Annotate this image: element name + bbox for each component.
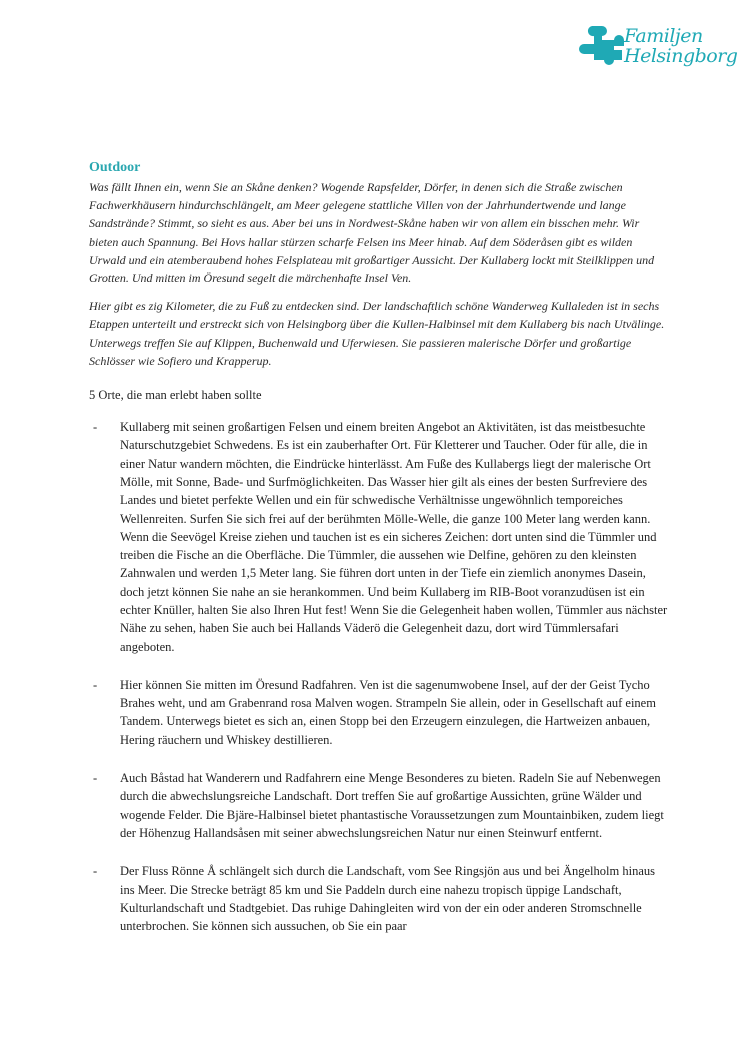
- list-item: [93, 862, 669, 935]
- section-heading: Outdoor: [89, 160, 141, 175]
- list-item-text: Der Fluss Rönne Å schlängelt sich durch die Landschaft, vom See Ringsjön aus und bei Ängelholm hinaus ins Meer. Die Strecke beträgt 85 km und Sie Paddeln durch eine nahezu tropisch üppige Landschaft, Kulturlandschaft und Stadtgebiet. Das ruhige Dahingleiten wird von der ein oder anderen Stromschnelle unterbrochen. Sie können sich aussuchen, ob Sie ein paar: [120, 864, 655, 934]
- logo-line-2: Helsingborg: [624, 45, 738, 67]
- list-item: [93, 676, 669, 749]
- intro-paragraph-1: Was fällt Ihnen ein, wenn Sie an Skåne denken? Wogende Rapsfelder, Dörfer, in denen sich die Straße zwischen Fachwerkhäusern hindurchschlängelt, am Meer gelegene stattliche Villen von der Jahrhundertwende und lange Sandstrände? Stimmt, so sieht es aus. Aber bei uns in Nordwest-Skåne haben wir von allem ein bisschen mehr. Wir bieten auch Spannung. Bei Hovs hallar stürzen scharfe Felsen ins Meer hinab. Auf dem Söderåsen gibt es wilden Urwald und ein atemberaubend hohes Felsplateau mit großartiger Aussicht. Der Kullaberg lockt mit Steilklippen und Grotten. Und mitten im Öresund segelt die märchenhafte Insel Ven.: [89, 180, 655, 286]
- list-bullet: -: [93, 864, 98, 879]
- list-item: [93, 418, 669, 656]
- list-bullet: -: [93, 420, 98, 435]
- logo-wordmark: [624, 26, 737, 66]
- list-item: [93, 769, 669, 842]
- list-heading: 5 Orte, die man erlebt haben sollte: [89, 388, 262, 403]
- list-item-text: Hier können Sie mitten im Öresund Radfahren. Ven ist die sagenumwobene Insel, auf der der Geist Tycho Brahes weht, und am Grabenrand rosa Malven wogen. Strampeln Sie allein, oder in Gesellschaft auf einem Tandem. Unterwegs bietet es sich an, einen Stopp bei den Erzeugern einzulegen, die Hartweizen anbauen, Hering räuchern und Whiskey destillieren.: [120, 677, 656, 747]
- intro-paragraph-2: Hier gibt es zig Kilometer, die zu Fuß zu entdecken sind. Der landschaftlich schöne Wanderweg Kullaleden ist in sechs Etappen unterteilt und erstreckt sich von Helsingborg über die Kullen-Halbinsel mit dem Kullaberg bis nach Utvälinge. Unterwegs treffen Sie auf Klippen, Buchenwald und Uferwiesen. Sie passieren malerische Dörfer und großartige Schlösser wie Sofiero und Krapperup.: [89, 299, 665, 368]
- puzzle-figure-icon: [578, 24, 626, 72]
- document-body: [89, 158, 669, 955]
- list-item-text: Auch Båstad hat Wanderern und Radfahrern eine Menge Besonderes zu bieten. Radeln Sie auf Nebenwegen durch die abwechslungsreiche Landschaft. Dort treffen Sie auf großartige Aussichten, grüne Wälder und wogende Felder. Die Bjäre-Halbinsel bietet phantastische Voraussetzungen zum Mountainbiken, zudem liegt der Höhenzug Hallandsåsen mit seiner abwechslungsreichen Natur nur einen Steinwurf entfernt.: [120, 771, 664, 840]
- list-bullet: -: [93, 771, 98, 786]
- logo-line-1: Familjen: [624, 25, 703, 47]
- places-list: [89, 418, 669, 935]
- list-item-text: Kullaberg mit seinen großartigen Felsen und einem breiten Angebot an Aktivitäten, ist das meistbesuchte Naturschutzgebiet Schwedens. Es ist ein zauberhafter Ort. Für Kletterer und Taucher. Oder für alle, die in einer Natur wandern möchten, die Eindrücke hinterlässt. Am Fuße des Kullabergs liegt der malerische Ort Mölle, mit Sonne, Bade- und Surfmöglichkeiten. Das Wasser hier gilt als eines der besten Surfreviere des Landes und bietet perfekte Wellen und ein für schwedische Verhältnisse ungewöhnlich temporeiches Wellenreiten. Surfen Sie sich frei auf der berühmten Mölle-Welle, die ganze 100 Meter lang werden kann.: [120, 420, 651, 526]
- familjen-helsingborg-logo: [578, 24, 738, 72]
- list-bullet: -: [93, 677, 98, 692]
- list-item-text: Wenn die Seevögel Kreise ziehen und tauchen ist es ein sicheres Zeichen: dort unten sind die Tümmler und treiben die Fische an die Oberfläche. Die Tümmler, die aussehen wie Delfine, gehören zu den kleinsten Zahnwalen und werden 1,5 Meter lang. Sie führen dort unten in der Tiefe ein ziemlich anonymes Dasein, doch jetzt können Sie nahe an sie herankommen. Und beim Kullaberg im RIB-Boot voranzudüsen ist ein echter Knüller, halten Sie also Ihren Hut fest! Wenn Sie die Gelegenheit haben wollen, Tümmler aus nächster Nähe zu sehen, haben Sie auch bei Hallands Väderö die Gelegenheit dazu, dort wird Tümmlersafari angeboten.: [120, 529, 668, 654]
